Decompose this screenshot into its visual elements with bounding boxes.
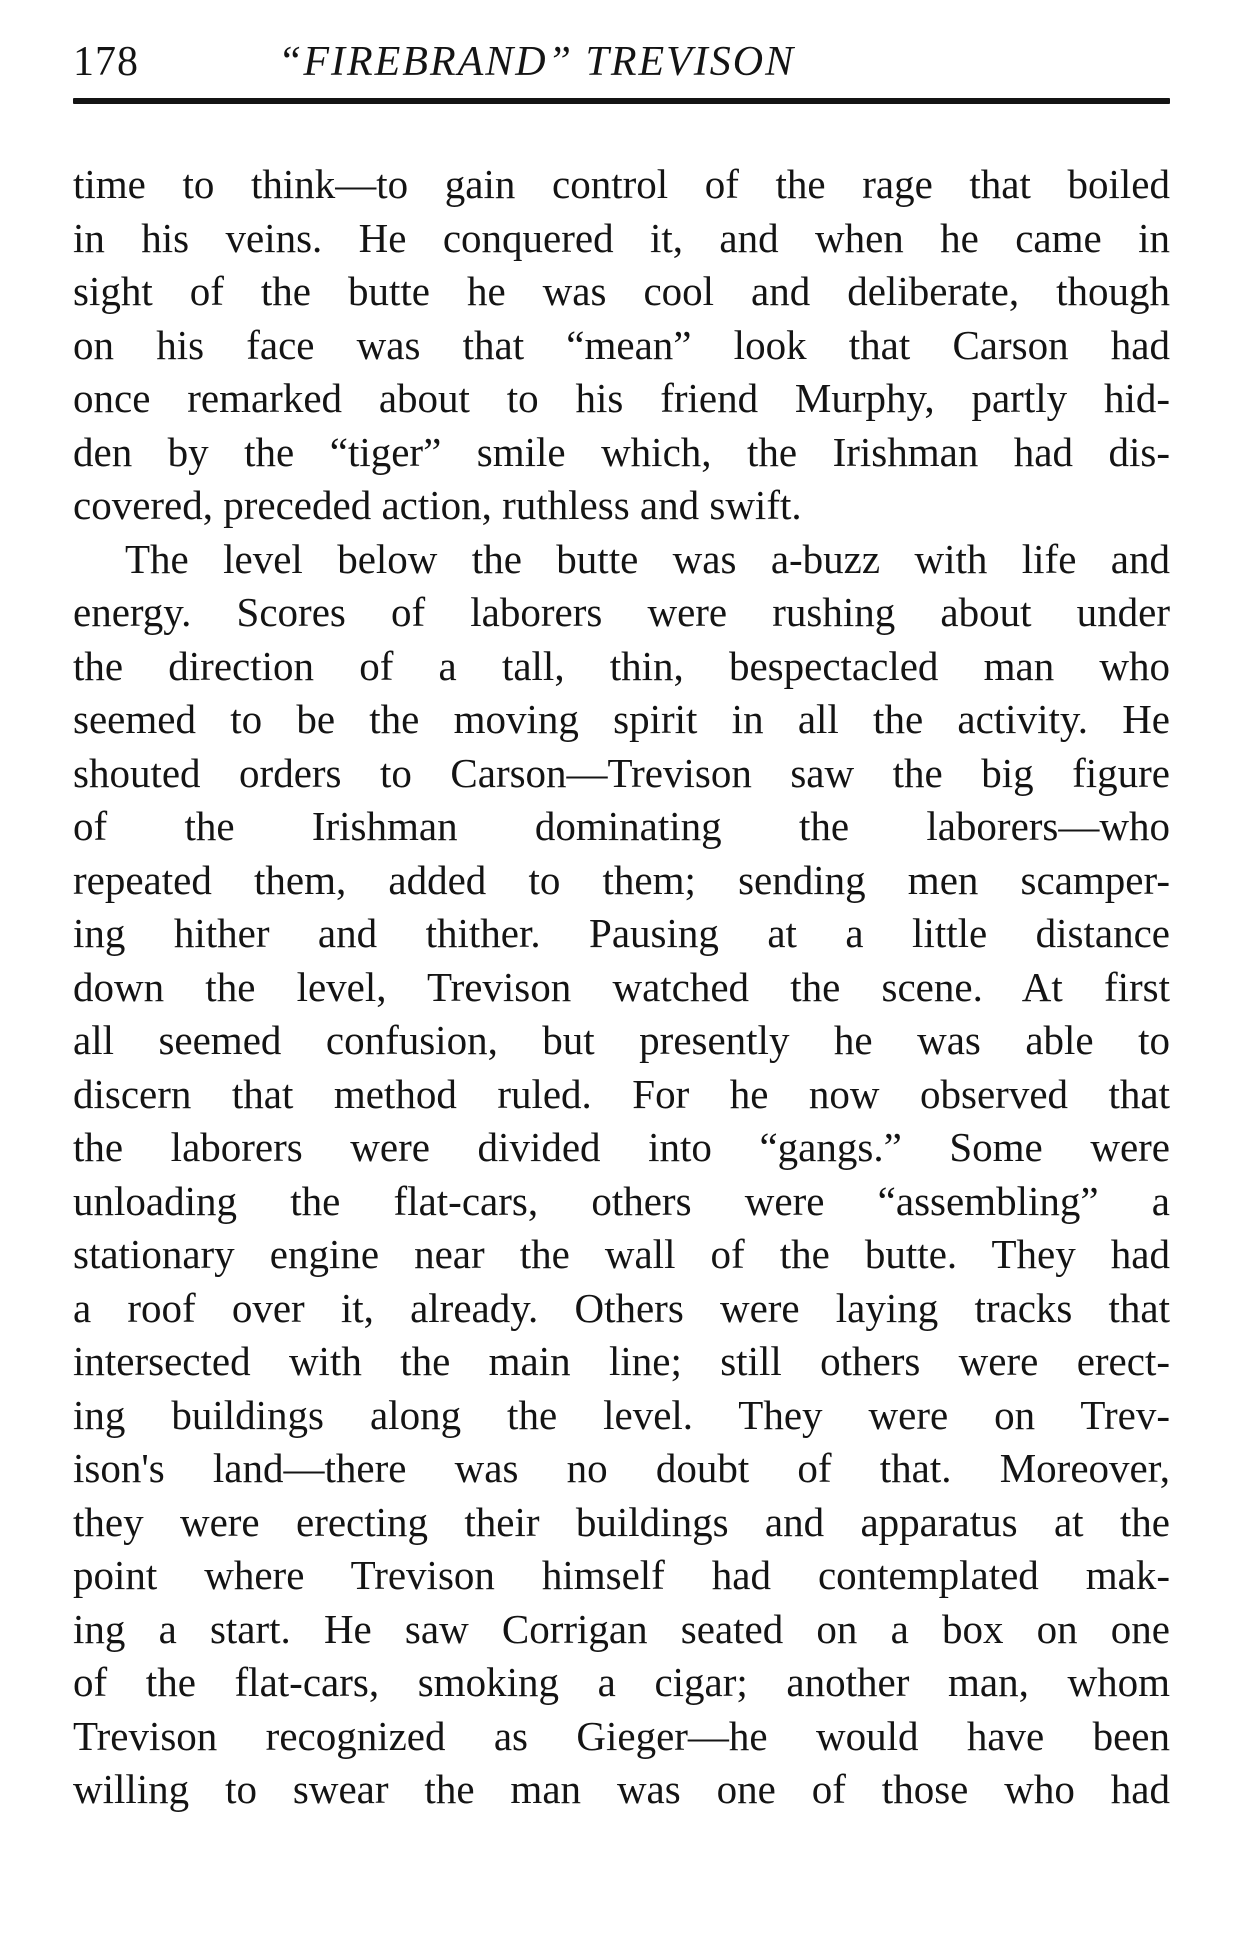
body-text xyxy=(73,158,1170,1817)
text-line: on his face was that “mean” look that Carson had xyxy=(73,321,1170,368)
page-number: 178 xyxy=(73,39,139,85)
text-line: covered, preceded action, ruthless and swift. xyxy=(73,482,802,528)
text-line: of the flat-cars, smoking a cigar; another man, whom xyxy=(73,1659,1170,1705)
text-line: repeated them, added to them; sending men scamper- xyxy=(73,856,1170,903)
text-line: point where Trevison himself had contemplated mak- xyxy=(73,1552,1170,1598)
paragraph-first-line: The level below the butte was a-buzz with life and xyxy=(125,535,1170,582)
text-line: ing hither and thither. Pausing at a little distance xyxy=(73,910,1170,956)
text-line: once remarked about to his friend Murphy, partly hid- xyxy=(73,375,1170,421)
text-line: down the level, Trevison watched the scene. At first xyxy=(73,963,1170,1010)
text-line: a roof over it, already. Others were laying tracks that xyxy=(73,1284,1170,1331)
text-line: energy. Scores of laborers were rushing about under xyxy=(73,589,1170,635)
text-line: the direction of a tall, thin, bespectacled man who xyxy=(73,642,1170,689)
running-title: “FIREBRAND” TREVISON xyxy=(278,39,796,85)
text-line: sight of the butte he was cool and deliberate, though xyxy=(73,268,1170,314)
text-line: ing a start. He saw Corrigan seated on a box on one xyxy=(73,1605,1170,1652)
text-line: intersected with the main line; still others were erect- xyxy=(73,1338,1170,1384)
text-line: time to think—to gain control of the rage that boiled xyxy=(73,161,1170,207)
text-line: Trevison recognized as Gieger—he would have been xyxy=(73,1712,1170,1759)
text-line: ison's land—there was no doubt of that. Moreover, xyxy=(73,1445,1170,1491)
text-line: willing to swear the man was one of those who had xyxy=(73,1766,1170,1812)
text-line: the laborers were divided into “gangs.” Some were xyxy=(73,1124,1170,1170)
text-line: den by the “tiger” smile which, the Irishman had dis- xyxy=(73,428,1170,475)
text-line: seemed to be the moving spirit in all the activity. He xyxy=(73,696,1170,742)
text-line: shouted orders to Carson—Trevison saw the big figure xyxy=(73,749,1170,796)
text-line: they were erecting their buildings and apparatus at the xyxy=(73,1498,1170,1545)
text-line: stationary engine near the wall of the butte. They had xyxy=(73,1231,1170,1277)
header-rule xyxy=(73,98,1170,104)
text-line: discern that method ruled. For he now observed that xyxy=(73,1070,1170,1117)
text-line: all seemed confusion, but presently he was able to xyxy=(73,1017,1170,1063)
running-head xyxy=(73,36,1173,88)
text-line: of the Irishman dominating the laborers—who xyxy=(73,803,1170,849)
text-line: in his veins. He conquered it, and when he came in xyxy=(73,214,1170,261)
text-line: ing buildings along the level. They were on Trev- xyxy=(73,1391,1170,1438)
text-line: unloading the flat-cars, others were “assembling” a xyxy=(73,1177,1170,1224)
